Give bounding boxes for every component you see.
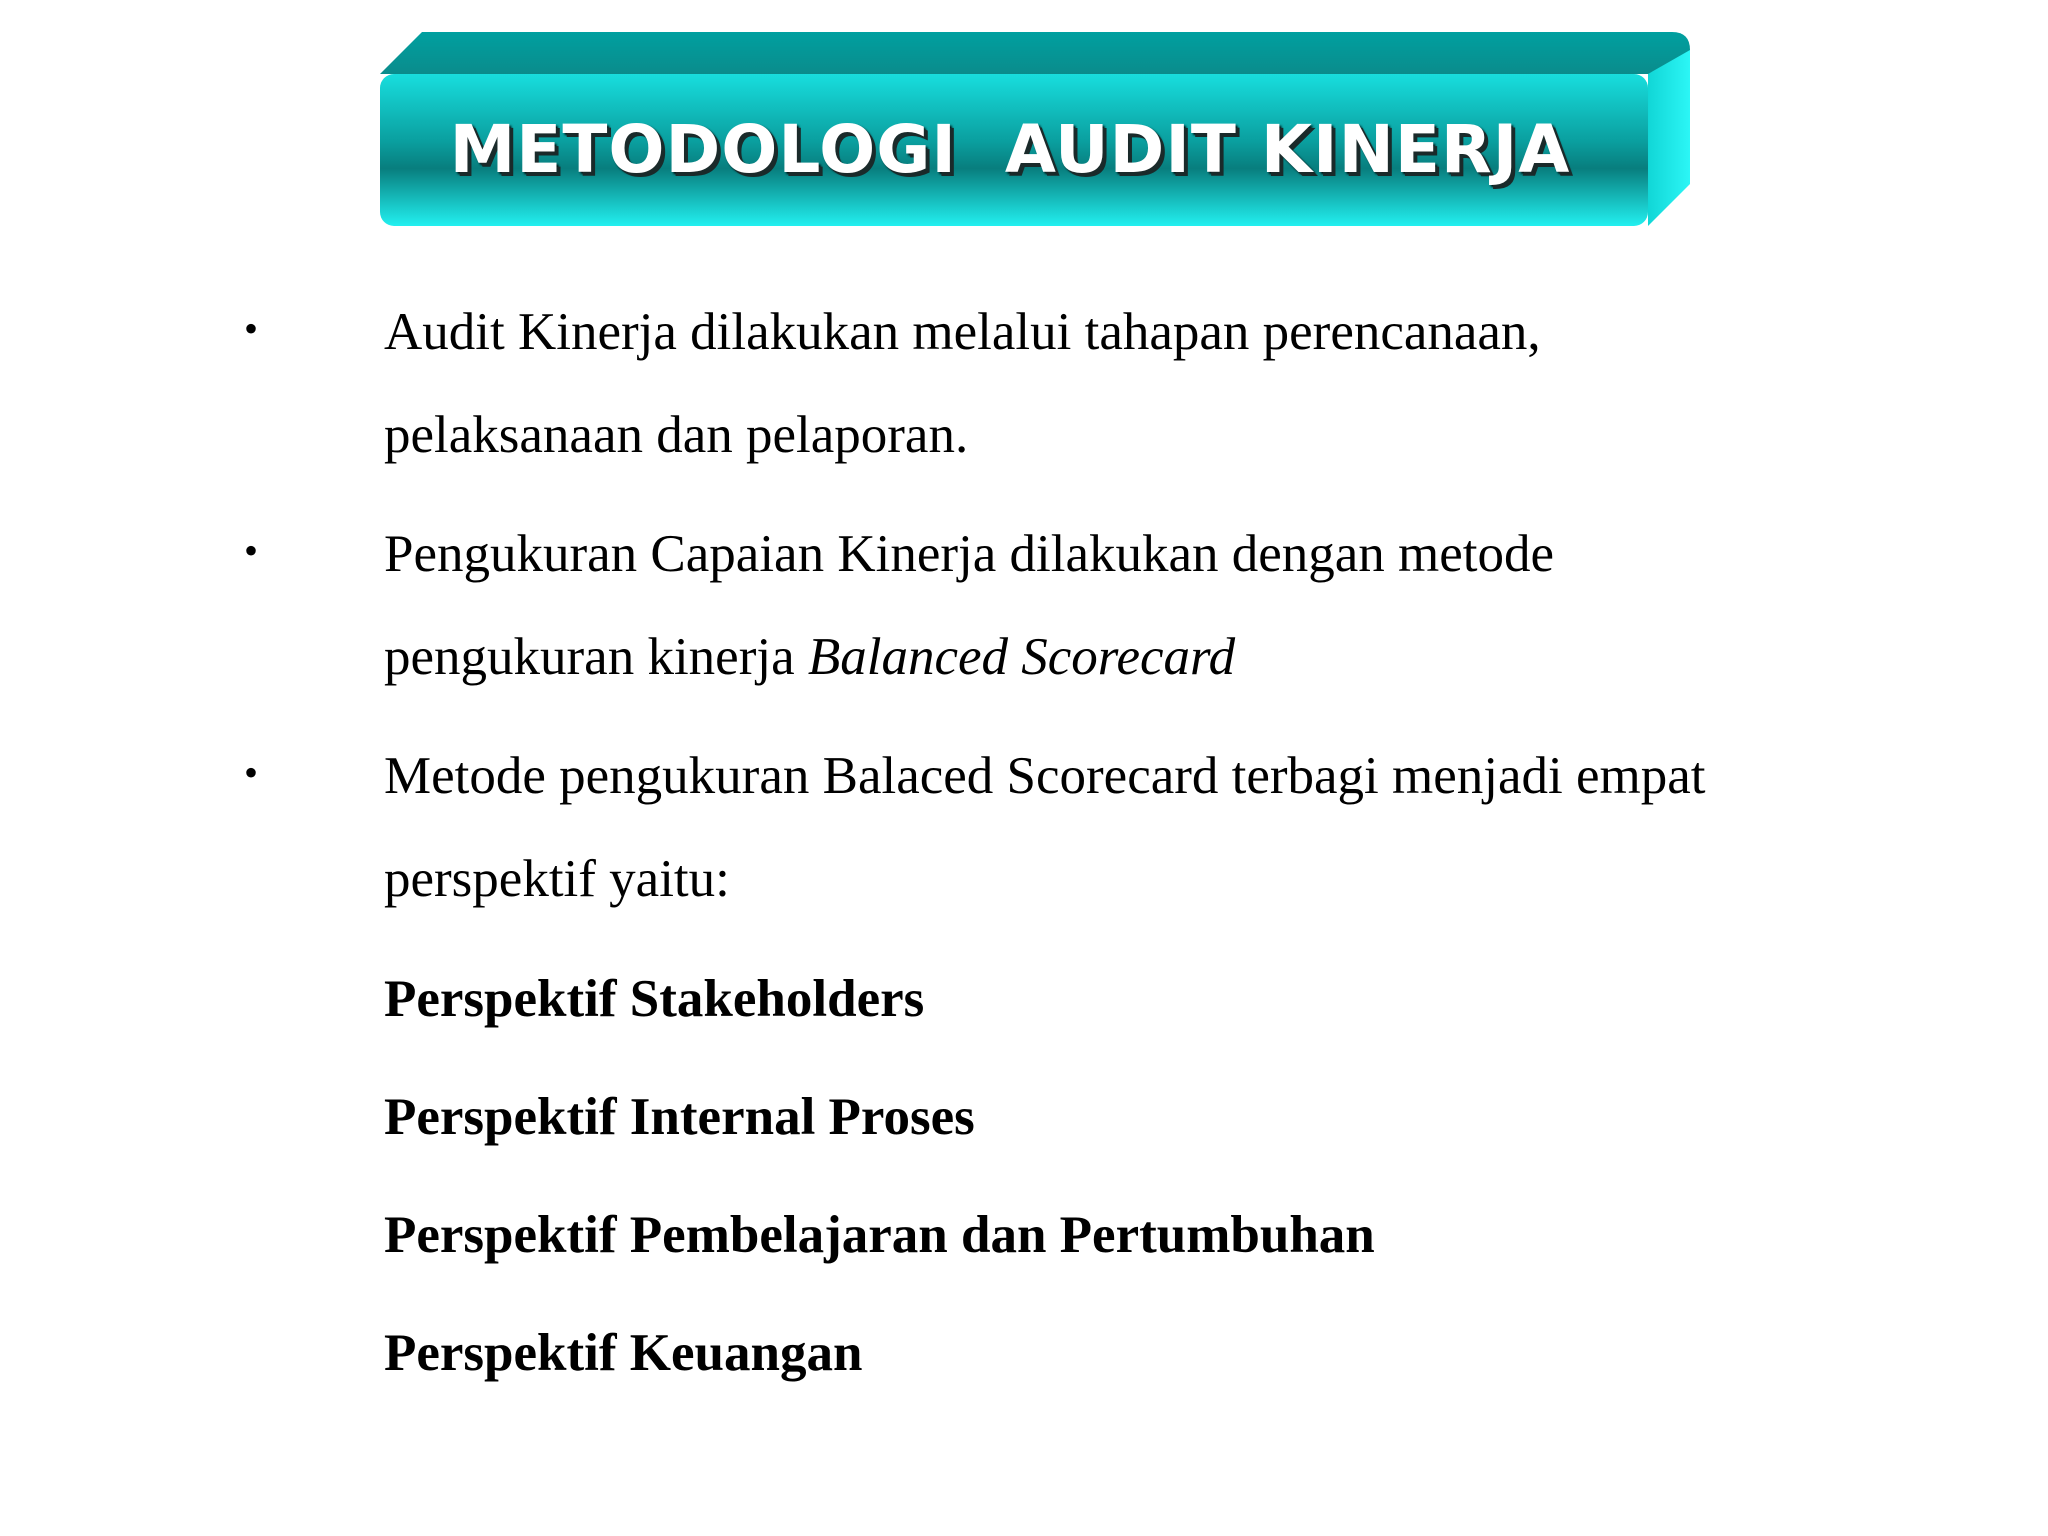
title-banner — [380, 32, 1690, 227]
bullet-marker: • — [244, 528, 259, 573]
page-title: METODOLOGI AUDIT KINERJA — [449, 111, 1571, 188]
bullet-2-line-2 — [384, 627, 1235, 687]
perspective-item: Perspektif Internal Proses — [384, 1088, 975, 1146]
perspective-item: Perspektif Keuangan — [384, 1324, 863, 1382]
bullet-marker: • — [244, 306, 259, 351]
bullet-1-line-1: Audit Kinerja dilakukan melalui tahapan perencanaan, — [384, 303, 1541, 361]
bullet-marker: • — [244, 750, 259, 795]
bullet-2-line-2-italic: Balanced Scorecard — [807, 628, 1236, 686]
bullet-3-line-2: perspektif yaitu: — [384, 850, 730, 908]
perspective-item: Perspektif Pembelajaran dan Pertumbuhan — [384, 1206, 1375, 1264]
perspective-item: Perspektif Stakeholders — [384, 970, 925, 1028]
bullet-3-line-1: Metode pengukuran Balaced Scorecard terbagi menjadi empat — [384, 747, 1706, 805]
bullet-2-line-1: Pengukuran Capaian Kinerja dilakukan dengan metode — [384, 525, 1555, 583]
bullet-2-line-2-plain: pengukuran kinerja — [384, 628, 808, 686]
bullet-1-line-2: pelaksanaan dan pelaporan. — [384, 406, 969, 464]
